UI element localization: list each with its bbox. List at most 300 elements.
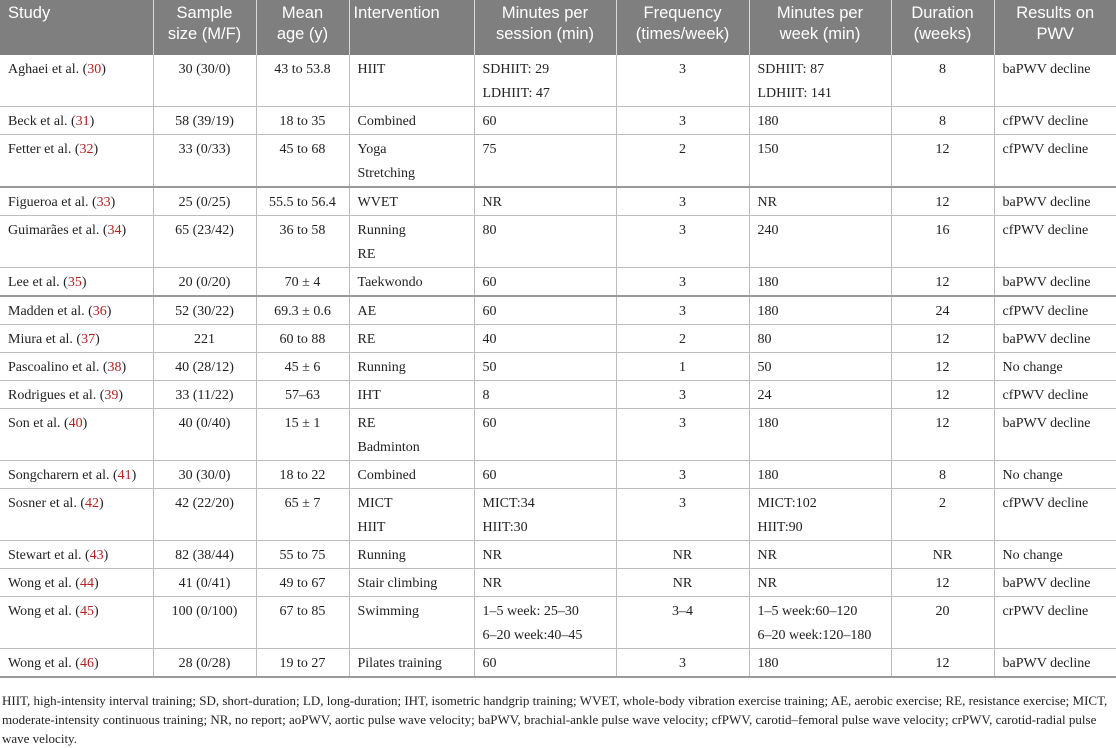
cell-minutes-per-session-line: NR [482,576,502,591]
cell-sample-size: 30 (30/0) [153,461,256,489]
cell-duration: 12 [891,325,994,353]
cell-minutes-per-week [749,296,891,325]
cell-minutes-per-session [474,461,616,489]
cell-minutes-per-week-line: NR [757,548,777,563]
cell-sample-size: 52 (30/22) [153,296,256,325]
table-row [0,268,1116,297]
cell-minutes-per-week [749,325,891,353]
cell-sample-size: 20 (0/20) [153,268,256,297]
table-body [0,55,1116,677]
reference-link[interactable]: 44 [79,576,94,591]
cell-result: baPWV decline [994,268,1116,297]
cell-minutes-per-week-line: 180 [757,304,779,319]
cell-minutes-per-week-line: NR [757,576,777,591]
cell-duration: 12 [891,381,994,409]
cell-intervention [349,55,474,107]
cell-study [0,569,153,597]
cell-minutes-per-week-line: 180 [757,656,779,671]
cell-intervention-line: Running [357,223,406,238]
reference-link[interactable]: 32 [79,142,94,157]
cell-frequency: 3 [616,461,749,489]
cell-study [0,541,153,569]
header-mean-age [256,0,349,55]
cell-sample-size: 28 (0/28) [153,649,256,678]
cell-intervention [349,489,474,541]
study-close-paren: ) [93,656,99,671]
cell-mean-age: 55.5 to 56.4 [256,187,349,216]
study-name: Guimarães et al. ( [8,223,108,238]
cell-minutes-per-session-line: 40 [482,332,497,347]
cell-study [0,325,153,353]
cell-sample-size: 25 (0/25) [153,187,256,216]
cell-sample-size: 65 (23/42) [153,216,256,268]
cell-study [0,107,153,135]
cell-mean-age: 45 to 68 [256,135,349,188]
cell-minutes-per-week-line: 180 [757,416,779,431]
cell-mean-age: 36 to 58 [256,216,349,268]
study-close-paren: ) [93,604,99,619]
cell-frequency: 2 [616,135,749,188]
cell-minutes-per-session [474,541,616,569]
cell-duration: 16 [891,216,994,268]
cell-intervention [349,325,474,353]
table-row [0,325,1116,353]
cell-frequency: 3 [616,381,749,409]
cell-sample-size: 58 (39/19) [153,107,256,135]
cell-intervention [349,187,474,216]
cell-minutes-per-session [474,187,616,216]
cell-minutes-per-week-line: SDHIIT: 87 [757,62,825,77]
cell-duration: 20 [891,597,994,649]
cell-mean-age: 18 to 22 [256,461,349,489]
cell-intervention [349,381,474,409]
cell-intervention-line: AE [357,304,377,319]
cell-minutes-per-session [474,296,616,325]
study-close-paren: ) [110,195,116,210]
cell-mean-age: 69.3 ± 0.6 [256,296,349,325]
cell-intervention-line: MICT [357,496,393,511]
cell-minutes-per-week [749,569,891,597]
cell-result: cfPWV decline [994,107,1116,135]
header-text: Minutes per [776,4,864,22]
cell-minutes-per-week-line: 180 [757,468,779,483]
table-header-row [0,0,1116,55]
cell-minutes-per-week [749,409,891,461]
cell-minutes-per-week-line: LDHIIT: 141 [757,86,832,101]
cell-duration: 8 [891,461,994,489]
cell-study [0,649,153,678]
cell-minutes-per-week [749,55,891,107]
cell-minutes-per-week [749,597,891,649]
header-sample-size [153,0,256,55]
cell-duration: NR [891,541,994,569]
reference-link[interactable]: 33 [96,195,111,210]
cell-sample-size: 40 (28/12) [153,353,256,381]
header-text: Results on [1016,4,1095,22]
reference-link[interactable]: 41 [117,468,132,483]
cell-result: baPWV decline [994,409,1116,461]
cell-result: baPWV decline [994,55,1116,107]
cell-minutes-per-session [474,597,616,649]
cell-sample-size: 33 (0/33) [153,135,256,188]
study-name: Beck et al. ( [8,114,76,129]
cell-intervention-line: RE [357,247,376,262]
cell-duration: 12 [891,353,994,381]
cell-minutes-per-session [474,216,616,268]
study-close-paren: ) [93,142,99,157]
cell-intervention-line: Taekwondo [357,275,423,290]
study-close-paren: ) [93,576,99,591]
cell-intervention [349,409,474,461]
cell-sample-size: 42 (22/20) [153,489,256,541]
reference-link[interactable]: 42 [84,496,99,511]
study-close-paren: ) [131,468,137,483]
study-close-paren: ) [106,304,112,319]
header-minutes-per-week [749,0,891,55]
cell-result: No change [994,353,1116,381]
cell-duration: 2 [891,489,994,541]
study-name: Sosner et al. ( [8,496,85,511]
cell-mean-age: 19 to 27 [256,649,349,678]
cell-minutes-per-session-line: 50 [482,360,497,375]
table-row [0,409,1116,461]
cell-intervention-line: IHT [357,388,381,403]
header-text: Minutes per [501,4,589,22]
cell-intervention-line: Pilates training [357,656,442,671]
cell-duration: 12 [891,268,994,297]
table-row [0,489,1116,541]
cell-intervention-line: WVET [357,195,398,210]
cell-duration: 12 [891,569,994,597]
cell-minutes-per-week [749,135,891,188]
cell-result: cfPWV decline [994,216,1116,268]
table-row [0,135,1116,188]
cell-study [0,187,153,216]
header-text: week (min) [779,25,861,43]
study-close-paren: ) [121,360,127,375]
study-name: Wong et al. ( [8,656,80,671]
cell-study [0,296,153,325]
header-text: (weeks) [913,25,972,43]
cell-minutes-per-week-line: 6–20 week:120–180 [757,628,872,643]
cell-intervention-line: Stair climbing [357,576,438,591]
table-footnote: HIIT, high-intensity interval training; SD, short-duration; LD, long-duration; IHT, isometric handgrip training; WVET, whole-body vibration exercise training; AE, aerobic exercise; RE, resistance exercise; MICT, moderate-intensity continuous training; NR, no report; aoPWV, aortic pulse wave velocity; baPWV, brachial-ankle pulse wave velocity; cfPWV, carotid–femoral pulse wave velocity; crPWV, carotid-radial pulse wave velocity. [2,693,1108,746]
study-name: Lee et al. ( [8,275,68,290]
reference-link[interactable]: 37 [81,332,96,347]
cell-mean-age: 67 to 85 [256,597,349,649]
study-name: Madden et al. ( [8,304,93,319]
cell-study [0,597,153,649]
study-name: Son et al. ( [8,416,69,431]
cell-minutes-per-session [474,107,616,135]
table-row [0,649,1116,678]
cell-minutes-per-week-line: 80 [757,332,772,347]
cell-result: cfPWV decline [994,296,1116,325]
cell-minutes-per-session-line: 60 [482,468,497,483]
cell-frequency: 3 [616,649,749,678]
study-close-paren: ) [101,62,106,77]
cell-minutes-per-week-line: MICT:102 [757,496,817,511]
cell-minutes-per-week-line: HIIT:90 [757,520,803,535]
header-frequency [616,0,749,55]
header-text: size (M/F) [167,25,242,43]
cell-intervention-line: Combined [357,114,416,129]
study-name: Pascoalino et al. ( [8,360,108,375]
cell-study [0,353,153,381]
cell-minutes-per-session-line: 60 [482,304,497,319]
cell-minutes-per-week [749,381,891,409]
cell-frequency: 3 [616,268,749,297]
cell-duration: 24 [891,296,994,325]
cell-intervention-line: Yoga [357,142,387,157]
cell-result: baPWV decline [994,569,1116,597]
cell-intervention [349,353,474,381]
cell-intervention [349,268,474,297]
cell-intervention [349,649,474,678]
cell-minutes-per-week [749,353,891,381]
reference-link[interactable]: 35 [67,275,82,290]
reference-link[interactable]: 36 [92,304,107,319]
header-text: Sample [176,4,233,22]
cell-study [0,489,153,541]
header-duration [891,0,994,55]
header-text: Duration [911,4,974,22]
cell-minutes-per-session-line: NR [482,548,502,563]
cell-minutes-per-session-line: 60 [482,275,497,290]
cell-minutes-per-week [749,489,891,541]
cell-result: baPWV decline [994,325,1116,353]
table-row [0,597,1116,649]
cell-duration: 12 [891,135,994,188]
study-close-paren: ) [118,388,124,403]
cell-intervention-line: Running [357,548,406,563]
cell-minutes-per-session [474,353,616,381]
cell-intervention [349,216,474,268]
cell-minutes-per-week-line: 150 [757,142,779,157]
cell-duration: 8 [891,55,994,107]
study-name: Songcharern et al. ( [8,468,118,483]
cell-intervention [349,461,474,489]
reference-link[interactable]: 31 [75,114,90,129]
cell-intervention-line: Combined [357,468,416,483]
cell-study [0,55,153,107]
cell-frequency: 3 [616,187,749,216]
header-study [0,0,153,55]
cell-study [0,268,153,297]
cell-minutes-per-week [749,541,891,569]
study-name: Stewart et al. ( [8,548,90,563]
cell-frequency: 3 [616,409,749,461]
reference-link[interactable]: 30 [87,62,102,77]
cell-result: baPWV decline [994,187,1116,216]
header-text: session (min) [495,25,595,43]
cell-sample-size: 40 (0/40) [153,409,256,461]
cell-mean-age: 60 to 88 [256,325,349,353]
cell-minutes-per-session-line: MICT:34 [482,496,535,511]
cell-minutes-per-week-line: 1–5 week:60–120 [757,604,858,619]
cell-sample-size: 82 (38/44) [153,541,256,569]
cell-minutes-per-session-line: 80 [482,223,497,238]
cell-frequency: 3 [616,296,749,325]
cell-minutes-per-session [474,409,616,461]
table-row [0,353,1116,381]
cell-minutes-per-week-line: 180 [757,114,779,129]
cell-minutes-per-week [749,649,891,678]
cell-minutes-per-session-line: NR [482,195,502,210]
cell-minutes-per-session-line: 6–20 week:40–45 [482,628,583,643]
cell-study [0,461,153,489]
reference-link[interactable]: 38 [107,360,122,375]
cell-sample-size: 100 (0/100) [153,597,256,649]
cell-sample-size: 221 [153,325,256,353]
table-row [0,381,1116,409]
cell-frequency: 2 [616,325,749,353]
cell-minutes-per-week [749,187,891,216]
cell-minutes-per-session [474,135,616,188]
cell-study [0,381,153,409]
cell-result: baPWV decline [994,649,1116,678]
cell-minutes-per-week-line: NR [757,195,777,210]
table-row [0,216,1116,268]
cell-minutes-per-session [474,489,616,541]
study-name: Aghaei et al. ( [8,62,88,77]
study-close-paren: ) [98,496,104,511]
cell-frequency: 3 [616,216,749,268]
cell-minutes-per-session [474,55,616,107]
table-row [0,461,1116,489]
cell-frequency: 1 [616,353,749,381]
study-name: Wong et al. ( [8,576,80,591]
table-row [0,187,1116,216]
cell-minutes-per-week-line: 180 [757,275,779,290]
cell-minutes-per-week [749,268,891,297]
cell-frequency: 3 [616,107,749,135]
cell-minutes-per-session-line: 60 [482,416,497,431]
reference-link[interactable]: 43 [89,548,104,563]
cell-frequency: NR [616,569,749,597]
table-row [0,55,1116,107]
cell-intervention-line: Badminton [357,440,420,455]
header-text: PWV [1036,25,1075,43]
cell-frequency: NR [616,541,749,569]
study-close-paren: ) [121,223,127,238]
cell-mean-age: 18 to 35 [256,107,349,135]
cell-intervention-line: Swimming [357,604,419,619]
cell-result: cfPWV decline [994,381,1116,409]
cell-duration: 12 [891,187,994,216]
study-name: Rodrigues et al. ( [8,388,105,403]
study-name: Figueroa et al. ( [8,195,97,210]
study-close-paren: ) [95,332,100,347]
cell-result: No change [994,461,1116,489]
cell-result: cfPWV decline [994,489,1116,541]
cell-intervention-line: RE [357,416,376,431]
header-text: Mean [281,4,324,22]
header-text: Frequency [643,4,722,22]
cell-intervention-line: RE [357,332,376,347]
cell-intervention-line: Running [357,360,406,375]
cell-sample-size: 33 (11/22) [153,381,256,409]
cell-minutes-per-session [474,268,616,297]
cell-minutes-per-session-line: 60 [482,656,497,671]
header-text: Study [8,4,51,22]
cell-sample-size: 41 (0/41) [153,569,256,597]
cell-minutes-per-session-line: 75 [482,142,497,157]
cell-frequency: 3–4 [616,597,749,649]
reference-link[interactable]: 40 [68,416,83,431]
cell-minutes-per-session-line: HIIT:30 [482,520,528,535]
study-close-paren: ) [89,114,95,129]
cell-mean-age: 15 ± 1 [256,409,349,461]
cell-minutes-per-week-line: 24 [757,388,772,403]
study-name: Miura et al. ( [8,332,82,347]
cell-mean-age: 55 to 75 [256,541,349,569]
study-close-paren: ) [81,275,87,290]
cell-duration: 8 [891,107,994,135]
header-intervention [349,0,474,55]
table-row [0,541,1116,569]
study-name: Wong et al. ( [8,604,80,619]
cell-mean-age: 70 ± 4 [256,268,349,297]
cell-minutes-per-week [749,461,891,489]
reference-link[interactable]: 39 [104,388,119,403]
cell-minutes-per-session-line: LDHIIT: 47 [482,86,550,101]
cell-minutes-per-session-line: 60 [482,114,497,129]
study-close-paren: ) [82,416,88,431]
reference-link[interactable]: 34 [107,223,122,238]
cell-intervention-line: HIIT [357,62,386,77]
cell-minutes-per-week-line: 240 [757,223,779,238]
cell-sample-size: 30 (30/0) [153,55,256,107]
cell-minutes-per-week [749,216,891,268]
cell-result: cfPWV decline [994,135,1116,188]
header-text: Intervention [353,4,440,22]
study-name: Fetter et al. ( [8,142,80,157]
cell-study [0,409,153,461]
header-text: (times/week) [635,25,730,43]
cell-intervention [349,135,474,188]
header-minutes-per-session [474,0,616,55]
cell-minutes-per-session-line: 8 [482,388,490,403]
reference-link[interactable]: 46 [79,656,94,671]
cell-minutes-per-session [474,649,616,678]
cell-study [0,216,153,268]
cell-frequency: 3 [616,55,749,107]
cell-intervention [349,597,474,649]
cell-minutes-per-session [474,569,616,597]
cell-mean-age: 43 to 53.8 [256,55,349,107]
cell-minutes-per-session [474,325,616,353]
cell-mean-age: 57–63 [256,381,349,409]
study-close-paren: ) [103,548,109,563]
cell-intervention-line: Stretching [357,166,416,181]
cell-duration: 12 [891,649,994,678]
table-row [0,569,1116,597]
cell-minutes-per-session-line: 1–5 week: 25–30 [482,604,579,619]
cell-frequency: 3 [616,489,749,541]
header-results-on-pwv [994,0,1116,55]
cell-result: No change [994,541,1116,569]
header-text: age (y) [276,25,329,43]
cell-result: crPWV decline [994,597,1116,649]
reference-link[interactable]: 45 [79,604,94,619]
cell-intervention [349,541,474,569]
cell-study [0,135,153,188]
cell-minutes-per-week [749,107,891,135]
table-row [0,296,1116,325]
cell-intervention [349,107,474,135]
cell-mean-age: 45 ± 6 [256,353,349,381]
